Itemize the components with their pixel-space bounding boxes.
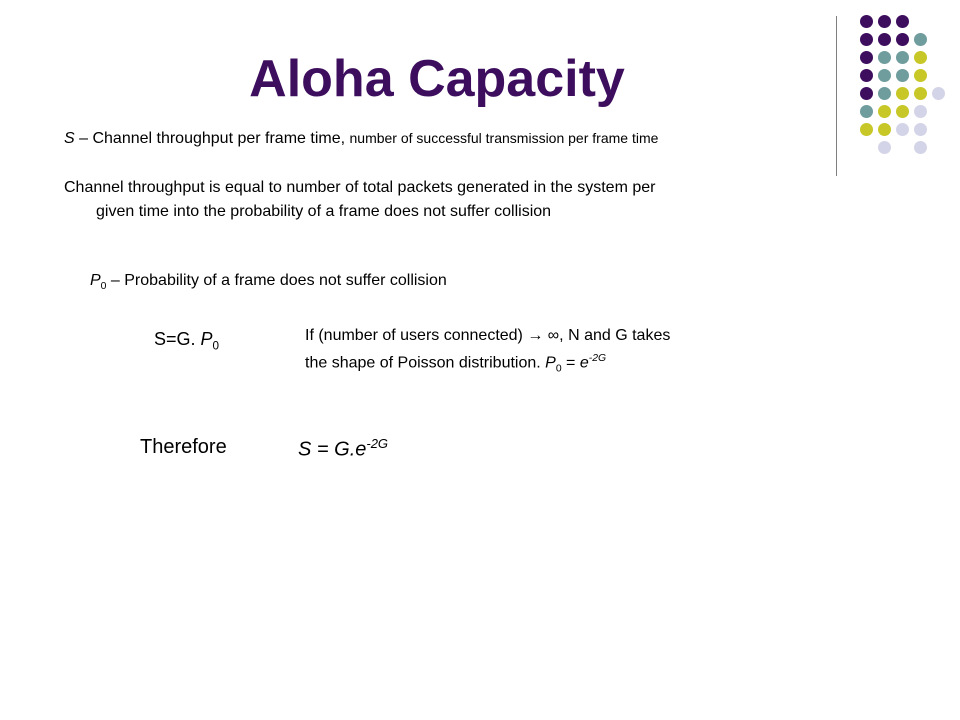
capacity-equation bbox=[298, 436, 388, 462]
poisson-sub: 0 bbox=[555, 363, 562, 375]
decor-dot bbox=[878, 141, 891, 154]
throughput-line-1: Channel throughput is equal to number of total packets generated in the system per bbox=[64, 179, 656, 196]
throughput-line-2: given time into the probability of a frame does not suffer collision bbox=[96, 203, 552, 220]
poisson-line-2 bbox=[305, 347, 670, 381]
s-definition-text: – Channel throughput per frame time, bbox=[74, 130, 350, 147]
decor-dot bbox=[878, 69, 891, 82]
therefore-label: Therefore bbox=[140, 436, 227, 458]
decor-dot bbox=[914, 87, 927, 100]
decor-dot bbox=[896, 105, 909, 118]
eq1-text: S=G. bbox=[154, 329, 201, 349]
eq2-exponent: -2G bbox=[366, 436, 389, 451]
decor-dot bbox=[878, 87, 891, 100]
p0-subscript: 0 bbox=[100, 281, 107, 293]
eq1-sub: 0 bbox=[212, 339, 220, 353]
s-definition bbox=[64, 130, 658, 148]
poisson-line-2-text: the shape of Poisson distribution. bbox=[305, 354, 546, 372]
p0-symbol: P bbox=[90, 272, 101, 289]
throughput-paragraph bbox=[64, 176, 655, 224]
decor-dot bbox=[914, 105, 927, 118]
poisson-e: e bbox=[579, 354, 589, 372]
decor-dot bbox=[932, 87, 945, 100]
eq1-p: P bbox=[200, 329, 213, 349]
decor-dot bbox=[896, 51, 909, 64]
s-definition-small: number of successful transmission per frame time bbox=[349, 130, 659, 146]
poisson-equals: = bbox=[561, 354, 580, 372]
decor-dot bbox=[914, 69, 927, 82]
decor-dot bbox=[878, 105, 891, 118]
decor-dot bbox=[878, 123, 891, 136]
decor-dot bbox=[878, 15, 891, 28]
decor-dot bbox=[896, 33, 909, 46]
poisson-note bbox=[305, 324, 670, 381]
decor-dot bbox=[860, 123, 873, 136]
decor-dot bbox=[896, 123, 909, 136]
poisson-p: P bbox=[545, 354, 556, 372]
throughput-equation bbox=[154, 329, 219, 353]
decor-dot bbox=[878, 33, 891, 46]
decor-dot bbox=[878, 51, 891, 64]
eq2-text: S = G.e bbox=[298, 438, 367, 461]
p0-definition-text: – Probability of a frame does not suffer collision bbox=[106, 272, 447, 289]
decor-dot bbox=[914, 33, 927, 46]
poisson-exponent: -2G bbox=[588, 353, 607, 364]
s-symbol: S bbox=[64, 130, 75, 147]
decor-dot bbox=[914, 141, 927, 154]
decor-dot bbox=[914, 123, 927, 136]
decor-dot bbox=[860, 15, 873, 28]
decor-dot bbox=[914, 51, 927, 64]
decor-dot bbox=[896, 69, 909, 82]
decor-dot bbox=[896, 87, 909, 100]
decor-dot bbox=[896, 15, 909, 28]
slide-title: Aloha Capacity bbox=[249, 50, 625, 108]
poisson-line-1: If (number of users connected) → ∞, N and G takes bbox=[305, 327, 671, 344]
p0-definition bbox=[90, 272, 447, 292]
